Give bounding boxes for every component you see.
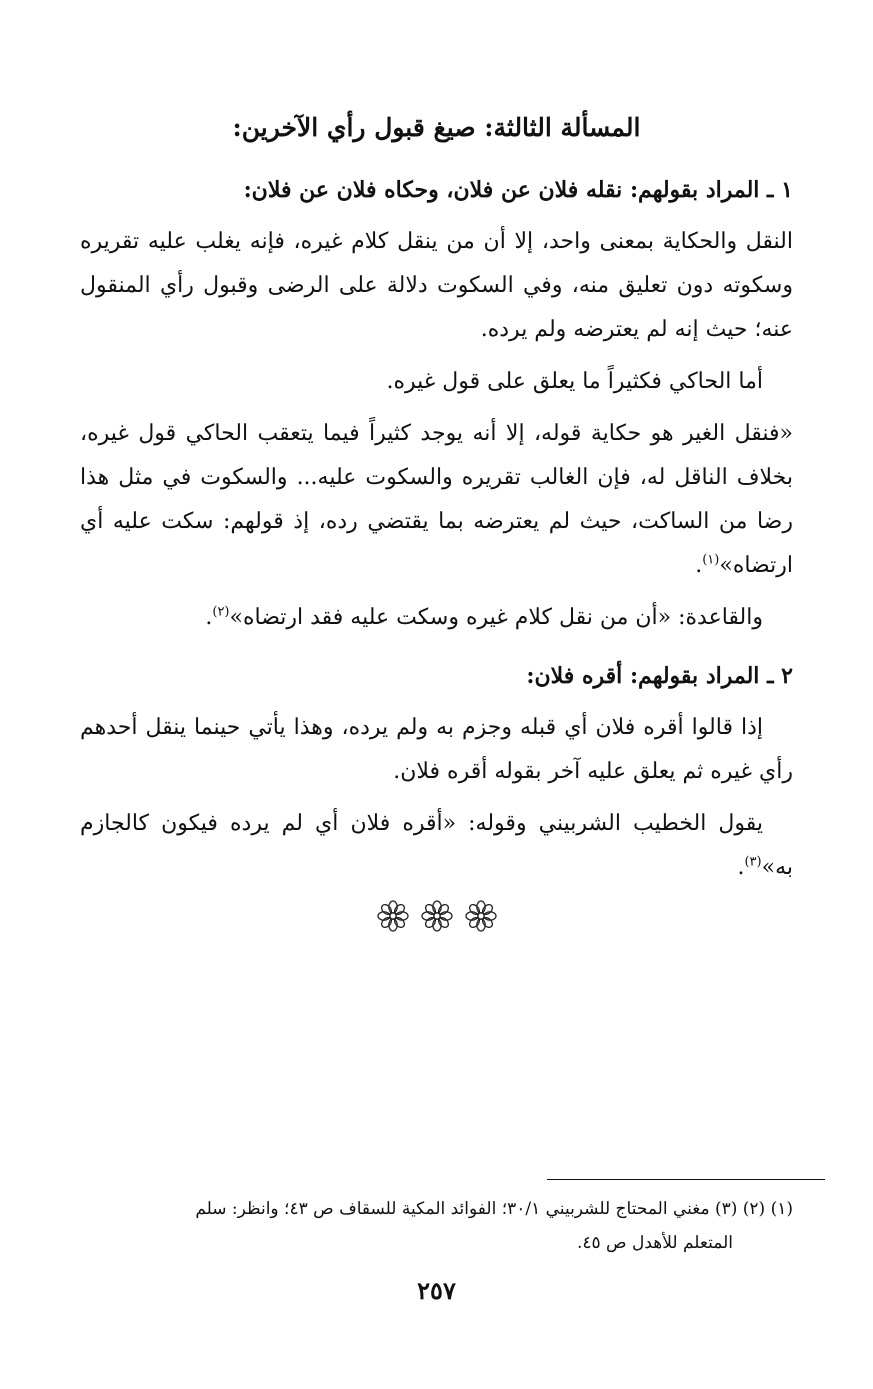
page-body <box>80 168 793 898</box>
flower-ornament-icon <box>375 898 411 934</box>
sentence-end: . <box>737 855 745 880</box>
sentence-end: . <box>205 605 213 630</box>
section-1-paragraph-2: أما الحاكي فكثيراً ما يعلق على قول غيره. <box>386 369 763 394</box>
section-2-paragraph-1: إذا قالوا أقره فلان أي قبله وجزم به ولم يرده، وهذا يأتي حينما ينقل أحدهم رأي غيره ثم يعلق عليه آخر بقوله أقره فلان. <box>80 715 793 784</box>
footnote-separator <box>547 1179 825 1180</box>
section-2-heading: ٢ ـ المراد بقولهم: أقره فلان: <box>526 663 793 689</box>
quote-text: «فنقل الغير هو حكاية قوله، إلا أنه يوجد كثيراً فيما يتعقب الحاكي قول غيره، بخلاف الناقل له، فإن الغالب تقريره والسكوت عليه... والسكوت في مثل هذا رضا من الساكت، حيث لم يعترضه بما يقتضي رده، إذ قولهم: سكت عليه أي ارتضاه» <box>80 421 794 578</box>
sentence-end: . <box>695 553 703 578</box>
footnote-ref-1: (١) <box>702 552 720 568</box>
page-number: ٢٥٧ <box>417 1276 456 1305</box>
quote-text: يقول الخطيب الشربيني وقوله: «أقره فلان أي لم يرده فيكون كالجازم به» <box>80 811 793 880</box>
footnote-line-1: (١) (٢) (٣) مغني المحتاج للشربيني ٣٠/١؛ الفوائد المكية للسقاف ص ٤٣؛ وانظر: سلم <box>195 1199 793 1219</box>
section-divider-ornament <box>0 898 873 934</box>
section-2-paragraph-2 <box>80 802 793 890</box>
rule-text: والقاعدة: «أن من نقل كلام غيره وسكت عليه فقد ارتضاه» <box>229 605 763 630</box>
page-title: المسألة الثالثة: صيغ قبول رأي الآخرين: <box>232 113 641 142</box>
flower-ornament-icon <box>419 898 455 934</box>
footnotes <box>80 1192 793 1260</box>
section-1-heading: ١ ـ المراد بقولهم: نقله فلان عن فلان، وحكاه فلان عن فلان: <box>243 177 793 203</box>
flower-ornament-icon <box>463 898 499 934</box>
section-1-paragraph-1: النقل والحكاية بمعنى واحد، إلا أن من ينقل كلام غيره، فإنه يغلب عليه تقريره وسكوته دون تعليق منه، وفي السكوت دلالة على الرضى وقبول رأي المنقول عنه؛ حيث إنه لم يعترضه ولم يرده. <box>80 229 793 342</box>
footnote-ref-3: (٣) <box>744 854 762 870</box>
section-1-paragraph-3 <box>80 412 793 588</box>
footnote-ref-2: (٢) <box>212 604 230 620</box>
footnote-line-2: المتعلم للأهدل ص ٤٥. <box>576 1233 733 1253</box>
section-1-paragraph-4 <box>80 596 793 640</box>
